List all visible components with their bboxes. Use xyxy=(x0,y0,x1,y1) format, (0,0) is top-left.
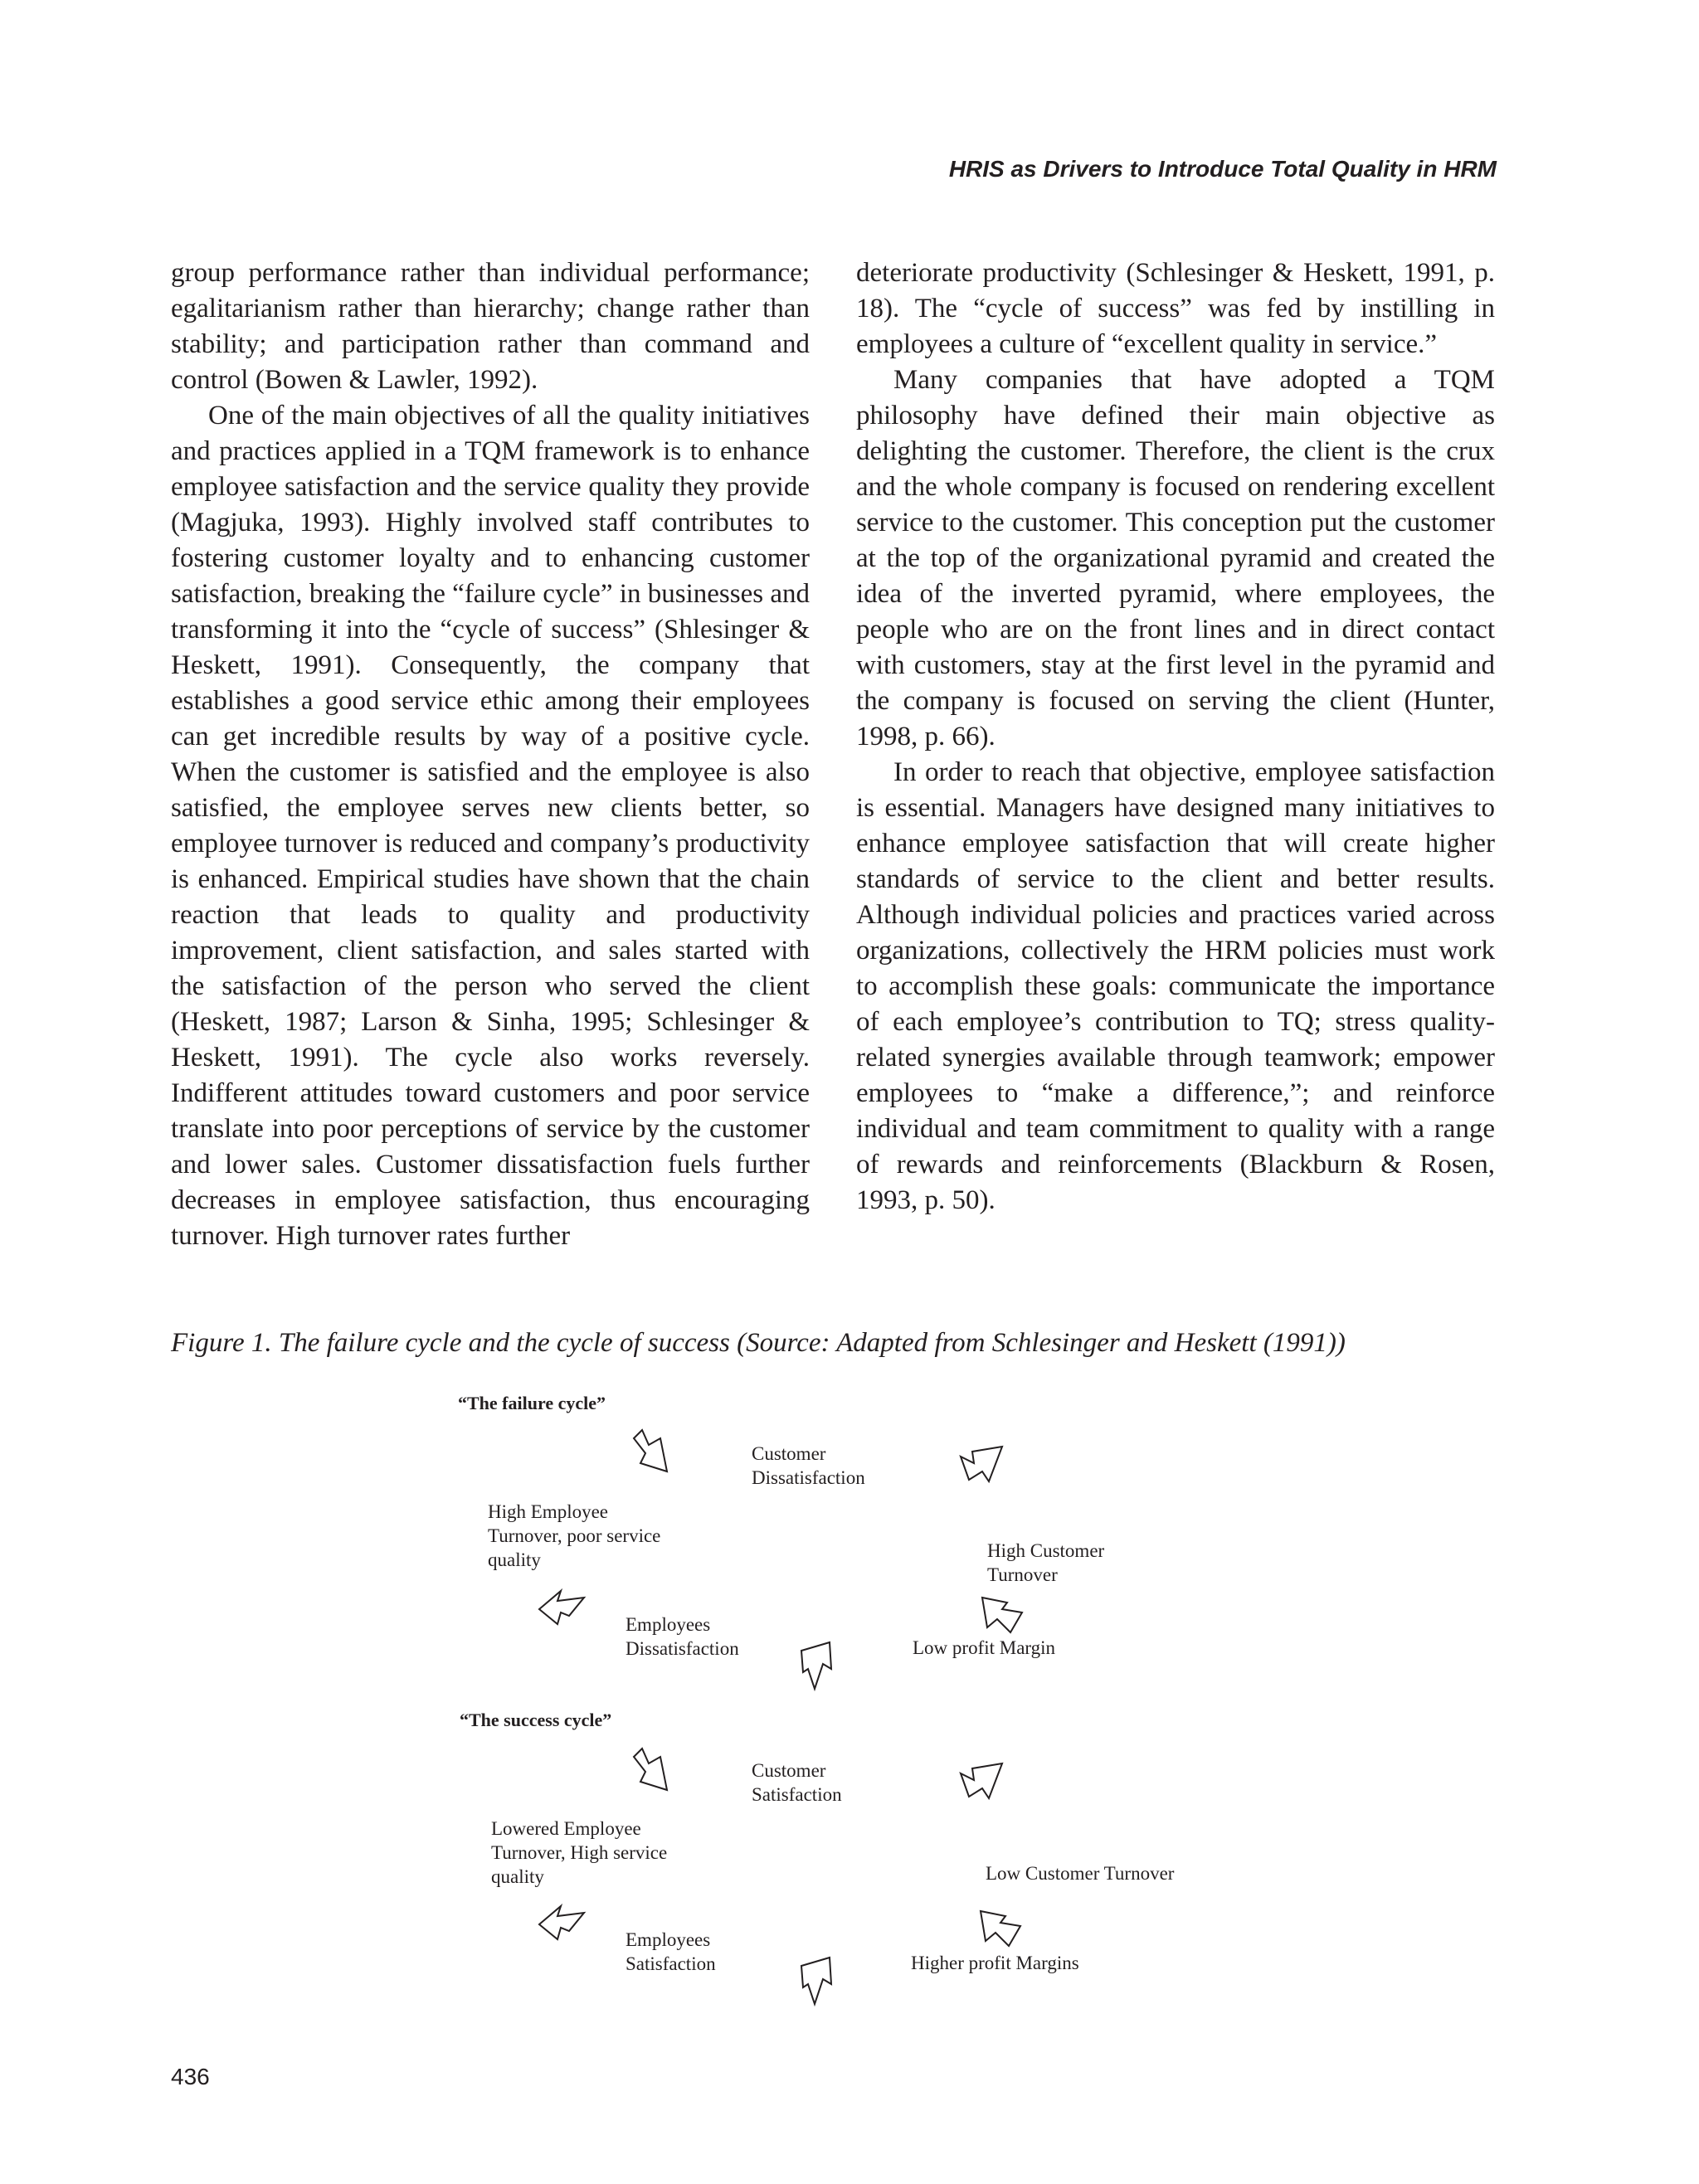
success-customer-label: Customer Satisfaction xyxy=(752,1760,842,1805)
figure-caption: Figure 1. The failure cycle and the cycle of success (Source: Adapted from Schlesinger and Heskett (1991)) xyxy=(171,1328,1346,1358)
arrow-up-icon xyxy=(536,1588,587,1627)
arrow-down-icon xyxy=(956,1760,1007,1807)
arrow-left-icon xyxy=(977,1594,1027,1636)
page-number: 436 xyxy=(171,2064,210,2089)
paragraph: group performance rather than individual performance; egalitarianism rather than hierarchy; change rather than stability; and participation rather than command and control (Bowen & Lawler, 1992). xyxy=(171,258,810,395)
arrow-left-icon xyxy=(798,1639,836,1692)
arrow-down-icon xyxy=(956,1443,1007,1490)
failure-margin-label: Low profit Margin xyxy=(913,1637,1056,1658)
paragraph: Many companies that have adopted a TQM philosophy have defined their main objective as delighting the customer. Therefore, the client is the crux and the whole company is focused on rendering excellent service to the customer. This conception put the customer at the top of the organizational pyramid and created the idea of the inverted pyramid, where employees, the people who are on the front lines and in direct contact with customers, stay at the first level in the pyramid and the company is focused on serving the client (Hunter, 1998, p. 66). xyxy=(856,365,1495,752)
arrow-up-icon xyxy=(536,1903,587,1943)
cycle-diagram xyxy=(0,1377,1699,2024)
success-margin-label: Higher profit Margins xyxy=(911,1953,1079,1973)
failure-employee-turnover-label: High Employee Turnover, poor service quality xyxy=(488,1501,661,1570)
right-column xyxy=(856,255,1495,1218)
arrow-left-icon xyxy=(798,1954,836,2007)
paragraph: In order to reach that objective, employee satisfaction is essential. Managers have designed many initiatives to enhance employee satisfaction that will create higher standards of service to the client and better results. Although individual policies and practices varied across organizations, collectively the HRM policies must work to accomplish these goals: communicate the importance of each employee’s contribution to TQ; stress quality-related synergies available through teamwork; empower employees to “make a difference,”; and reinforce individual and team commitment to quality with a range of rewards and reinforcements (Blackburn & Rosen, 1993, p. 50). xyxy=(856,757,1495,1215)
success-employee-turnover-label: Lowered Employee Turnover, High service quality xyxy=(491,1818,668,1887)
success-customer-turnover-label: Low Customer Turnover xyxy=(986,1863,1175,1884)
success-employees-label: Employees Satisfaction xyxy=(626,1929,716,1974)
failure-customer-turnover-label: High Customer Turnover xyxy=(987,1540,1105,1585)
arrow-down-icon xyxy=(627,1747,674,1797)
failure-customer-label: Customer Dissatisfaction xyxy=(752,1443,865,1488)
failure-cycle-title: “The failure cycle” xyxy=(458,1393,606,1413)
success-cycle-title: “The success cycle” xyxy=(460,1710,612,1730)
failure-employees-label: Employees Dissatisfaction xyxy=(626,1614,739,1659)
paragraph: deteriorate productivity (Schlesinger & Heskett, 1991, p. 18). The “cycle of success” was fed by instilling in employees a culture of “excellent quality in service.” xyxy=(856,258,1495,359)
arrow-left-icon xyxy=(976,1908,1025,1949)
paragraph: One of the main objectives of all the quality initiatives and practices applied in a TQM framework is to enhance employee satisfaction and the service quality they provide (Magjuka, 1993). Highly involved staff contributes to fostering customer loyalty and to enhancing customer satisfaction, breaking the “failure cycle” in businesses and transforming it into the “cycle of success” (Shlesinger & Heskett, 1991). Consequently, the company that establishes a good service ethic among their employees can get incredible results by way of a positive cycle. When the customer is satisfied and the employee is also satisfied, the employee serves new clients better, so employee turnover is reduced and company’s productivity is enhanced. Empirical studies have shown that the chain reaction that leads to quality and productivity improvement, client satisfaction, and sales started with the satisfaction of the person who served the client (Heskett, 1987; Larson & Sinha, 1995; Schlesinger & Heskett, 1991). The cycle also works reversely. Indifferent attitudes toward customers and poor service translate into poor perceptions of service by the customer and lower sales. Customer dissatisfaction fuels further decreases in employee satisfaction, thus encouraging turnover. High turnover rates further xyxy=(171,401,810,1251)
running-head: HRIS as Drivers to Introduce Total Quality in HRM xyxy=(948,156,1497,182)
arrow-down-icon xyxy=(627,1428,674,1478)
left-column xyxy=(171,255,810,1254)
